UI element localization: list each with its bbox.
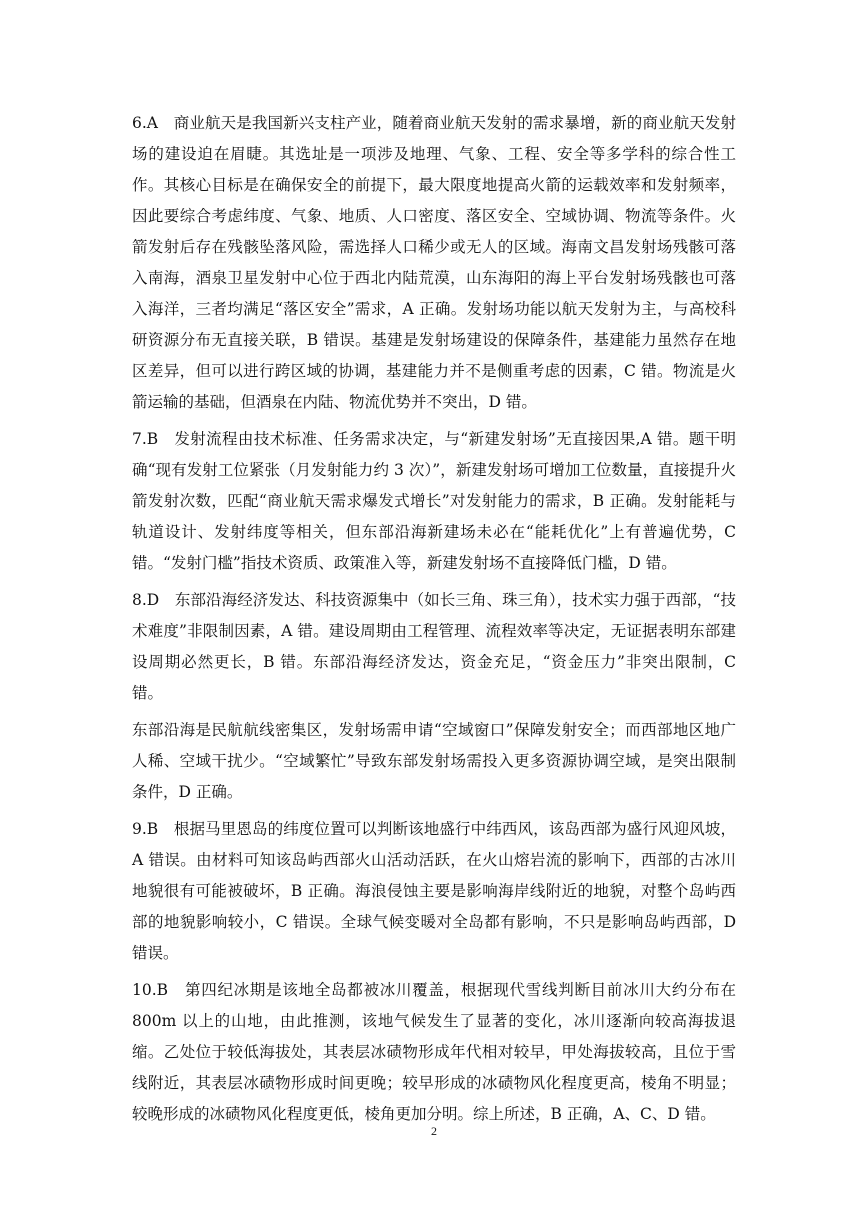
answer-explanations (132, 108, 736, 1136)
answer-8-explanation-continued: 东部沿海是民航航线密集区，发射场需申请“空域窗口”保障发射安全；而西部地区地广人稀、空域干扰少。“空域繁忙”导致东部发射场需投入更多资源协调空域，是突出限制条件，D 正确。 (132, 721, 736, 801)
answer-10-explanation: 10.B 第四纪冰期是该地全岛都被冰川覆盖，根据现代雪线判断目前冰川大约分布在 800m 以上的山地，由此推测，该地气候发生了显著的变化，冰川逐渐向较高海拔退缩。乙处位于较低海拔处，其表层冰碛物形成年代相对较早，甲处海拔较高，且位于雪线附近，其表层冰碛物形成时间更晚；较早形成的冰碛物风化程度更高，棱角不明显；较晚形成的冰碛物风化程度更低，棱角更加分明。综上所述，B 正确，A、C、D 错。 (132, 981, 736, 1123)
answer-6-explanation: 6.A 商业航天是我国新兴支柱产业，随着商业航天发射的需求暴增，新的商业航天发射场的建设迫在眉睫。其选址是一项涉及地理、气象、工程、安全等多学科的综合性工作。其核心目标是在确保安全的前提下，最大限度地提高火箭的运载效率和发射频率，因此要综合考虑纬度、气象、地质、人口密度、落区安全、空域协调、物流等条件。火箭发射后存在残骸坠落风险，需选择人口稀少或无人的区域。海南文昌发射场残骸可落入南海，酒泉卫星发射中心位于西北内陆荒漠，山东海阳的海上平台发射场残骸也可落入海洋，三者均满足“落区安全”需求，A 正确。发射场功能以航天发射为主，与高校科研资源分布无直接关联，B 错误。基建是发射场建设的保障条件，基建能力虽然存在地区差异，但可以进行跨区域的协调，基建能力并不是侧重考虑的因素，C 错。物流是火箭运输的基础，但酒泉在内陆、物流优势并不突出，D 错。 (132, 114, 736, 411)
answer-9-explanation: 9.B 根据马里恩岛的纬度位置可以判断该地盛行中纬西风，该岛西部为盛行风迎风坡，A 错误。由材料可知该岛屿西部火山活动活跃，在火山熔岩流的影响下，西部的古冰川地貌很有可能被破坏，B 正确。海浪侵蚀主要是影响海岸线附近的地貌，对整个岛屿西部的地貌影响较小，C 错误。全球气候变暖对全岛都有影响，不只是影响岛屿西部，D 错误。 (132, 820, 736, 962)
page-number: 2 (431, 1124, 437, 1138)
answer-8-explanation: 8.D 东部沿海经济发达、科技资源集中（如长三角、珠三角），技术实力强于西部，“技术难度”非限制因素，A 错。建设周期由工程管理、流程效率等决定，无证据表明东部建设周期必然更长，B 错。东部沿海经济发达，资金充足，“资金压力”非突出限制，C 错。 (132, 591, 736, 702)
answer-7-explanation: 7.B 发射流程由技术标准、任务需求决定，与“新建发射场”无直接因果,A 错。题干明确“现有发射工位紧张（月发射能力约 3 次）”，新建发射场可增加工位数量，直接提升火箭发射次数，匹配“商业航天需求爆发式增长”对发射能力的需求，B 正确。发射能耗与轨道设计、发射纬度等相关，但东部沿海新建场未必在“能耗优化”上有普遍优势，C 错。“发射门槛”指技术资质、政策准入等，新建发射场不直接降低门槛，D 错。 (132, 430, 736, 572)
